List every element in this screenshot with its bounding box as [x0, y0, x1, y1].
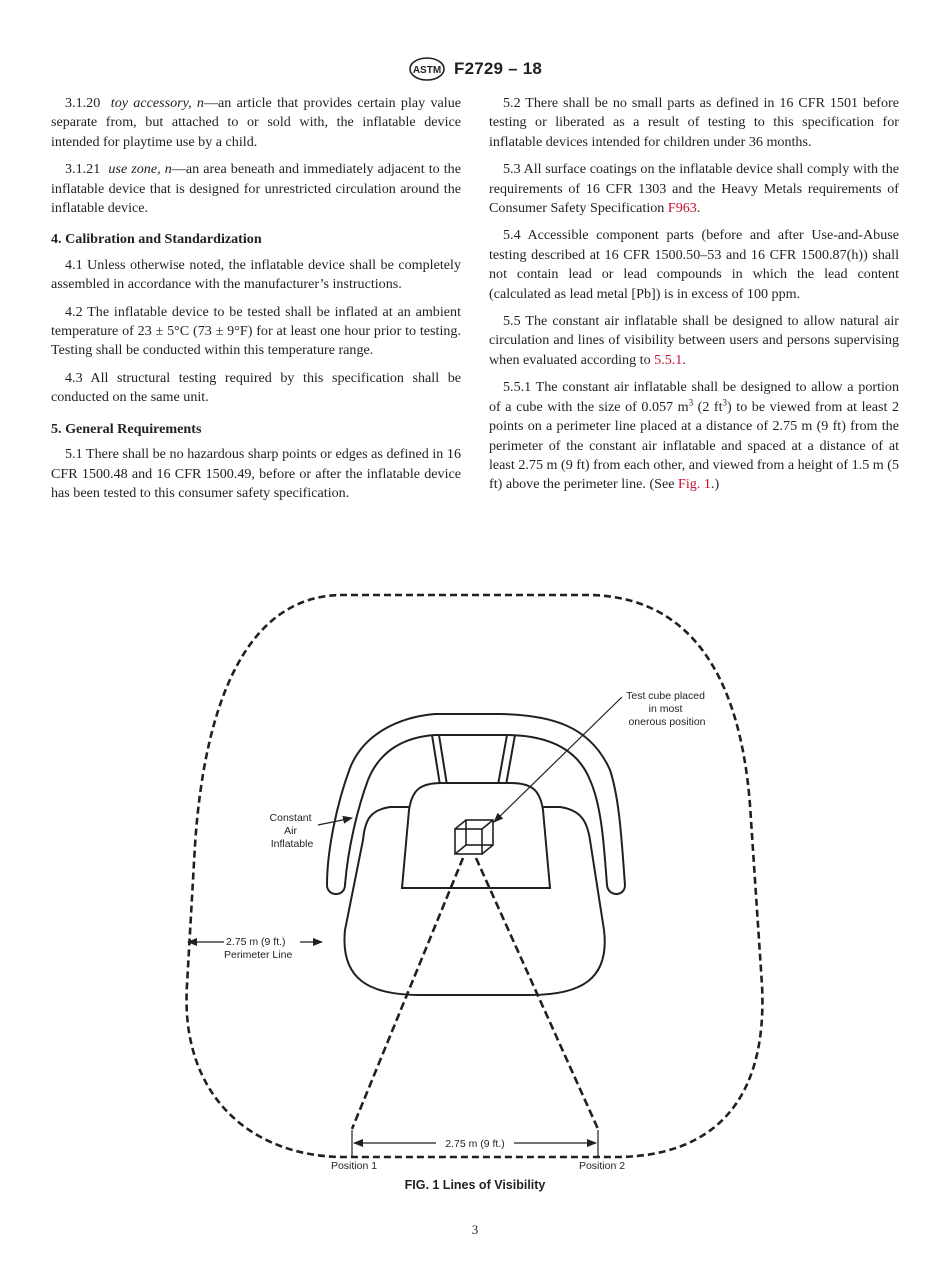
- label-line: onerous position: [628, 716, 706, 728]
- term: use zone, n: [108, 161, 172, 178]
- paragraph-5-5: [489, 312, 899, 370]
- term: toy accessory, n: [110, 95, 204, 111]
- spacing-label: 2.75 m (9 ft.): [445, 1138, 505, 1150]
- paragraph-text: 5.3 All surface coatings on the inflatable device shall comply with the requirements of 16 CFR 1303 and the Heavy Metals requirements of Consumer Safety Specification: [489, 161, 899, 217]
- definition-text: —an article that provides certain play value separate from, but attached to or sold with, the inflatable device intended for playtime use by a child.: [51, 95, 461, 150]
- paragraph-text: 5.5.1 The constant air inflatable shall be designed to allow a portion of a cube with the size of 0.057 m: [489, 379, 899, 415]
- paragraph-text: 5.5 The constant air inflatable shall be designed to allow natural air circulation and lines of visibility between users and persons supervising when evaluated according to: [489, 313, 899, 368]
- page-header: [0, 56, 950, 82]
- paragraph-text: (2 ft: [693, 398, 723, 415]
- paragraph-5-5-1: [489, 378, 899, 494]
- reference-link-fig-1[interactable]: Fig. 1: [678, 476, 711, 493]
- paragraph-text: .: [682, 351, 686, 368]
- definition-3-1-21: [51, 160, 461, 218]
- reference-link-f963[interactable]: F963: [667, 200, 697, 217]
- paragraph-5-2: 5.2 There shall be no small parts as defined in 16 CFR 1501 before testing or liberated as a result of testing to this specification for inflatable devices intended for children under 36 months.: [489, 95, 899, 150]
- test-cube-label: [626, 690, 708, 728]
- wall-supports: [432, 735, 515, 785]
- figure-lines-of-visibility: [150, 585, 800, 1195]
- paragraph-text: ) to be viewed from at least 2 points on a perimeter line placed at a distance of 2.75 m (9 ft) from the perimeter of the constant air inflatable and spaced at a distance of at least 2.75 m (9 ft) from each other, and viewed from a height of 1.5 m (5 ft) above the perimeter line. (See: [489, 398, 899, 493]
- label-line: Constant: [269, 812, 312, 824]
- astm-logo-text: ASTM: [412, 65, 442, 76]
- inner-platform: [402, 783, 550, 888]
- paragraph-4-3: 4.3 All structural testing required by this specification shall be conducted on the same unit.: [51, 369, 461, 406]
- superscript: 3: [688, 397, 694, 407]
- label-line: 2.75 m (9 ft.): [226, 936, 286, 948]
- superscript: 3: [722, 397, 728, 407]
- left-column: [51, 94, 461, 511]
- position-2-label: Position 2: [578, 1160, 626, 1172]
- paragraph-5-3: [489, 160, 899, 218]
- figure-caption: FIG. 1 Lines of Visibility: [404, 1178, 546, 1192]
- astm-logo-icon: [408, 57, 446, 81]
- label-line: Inflatable: [270, 838, 314, 850]
- label-line: Air: [284, 825, 297, 837]
- position-1-label: Position 1: [330, 1160, 378, 1172]
- document-id: F2729 – 18: [453, 59, 542, 78]
- paragraph-text: .: [696, 200, 701, 217]
- section-heading-4: 4. Calibration and Standardization: [51, 231, 262, 248]
- definition-3-1-20: [51, 94, 461, 152]
- paragraph-4-2: 4.2 The inflatable device to be tested shall be inflated at an ambient temperature of 23 ± 5°C (73 ± 9°F) for at least one hour prior to testing. Testing shall be conducted within this temperature range.: [51, 303, 461, 359]
- paragraph-5-4: 5.4 Accessible component parts (before and after Use-and-Abuse testing described at 16 CFR 1500.50–53 and 16 CFR 1500.87(h)) shall not contain lead or lead compounds in which the lead content (calculated as lead metal [Pb]) is in excess of 100 ppm.: [489, 227, 899, 302]
- label-line: in most: [648, 703, 683, 715]
- paragraph-5-1: 5.1 There shall be no hazardous sharp points or edges as defined in 16 CFR 1500.48 and 16 CFR 1500.49, before or after the inflatable device has been tested to this consumer safety specification.: [51, 446, 461, 501]
- section-number: 3.1.20: [65, 95, 101, 111]
- right-column: [489, 94, 899, 503]
- page-number: 3: [471, 1222, 479, 1237]
- paragraph-4-1: 4.1 Unless otherwise noted, the inflatable device shall be completely assembled in accordance with the manufacturer’s instructions.: [51, 256, 461, 293]
- paragraph-text: .): [710, 476, 720, 493]
- definition-text: —an area beneath and immediately adjacent to the inflatable device that is designed for unrestricted circulation around the inflatable device.: [51, 161, 461, 217]
- label-line: Test cube placed: [626, 690, 705, 702]
- section-heading-5: 5. General Requirements: [51, 420, 202, 437]
- section-number: 3.1.21: [65, 161, 101, 178]
- inflatable-label: [270, 812, 315, 850]
- label-line: Perimeter Line: [224, 949, 293, 961]
- figure-drawing: [150, 585, 800, 1195]
- reference-link-5-5-1[interactable]: 5.5.1: [654, 351, 683, 368]
- perimeter-label: [224, 936, 292, 961]
